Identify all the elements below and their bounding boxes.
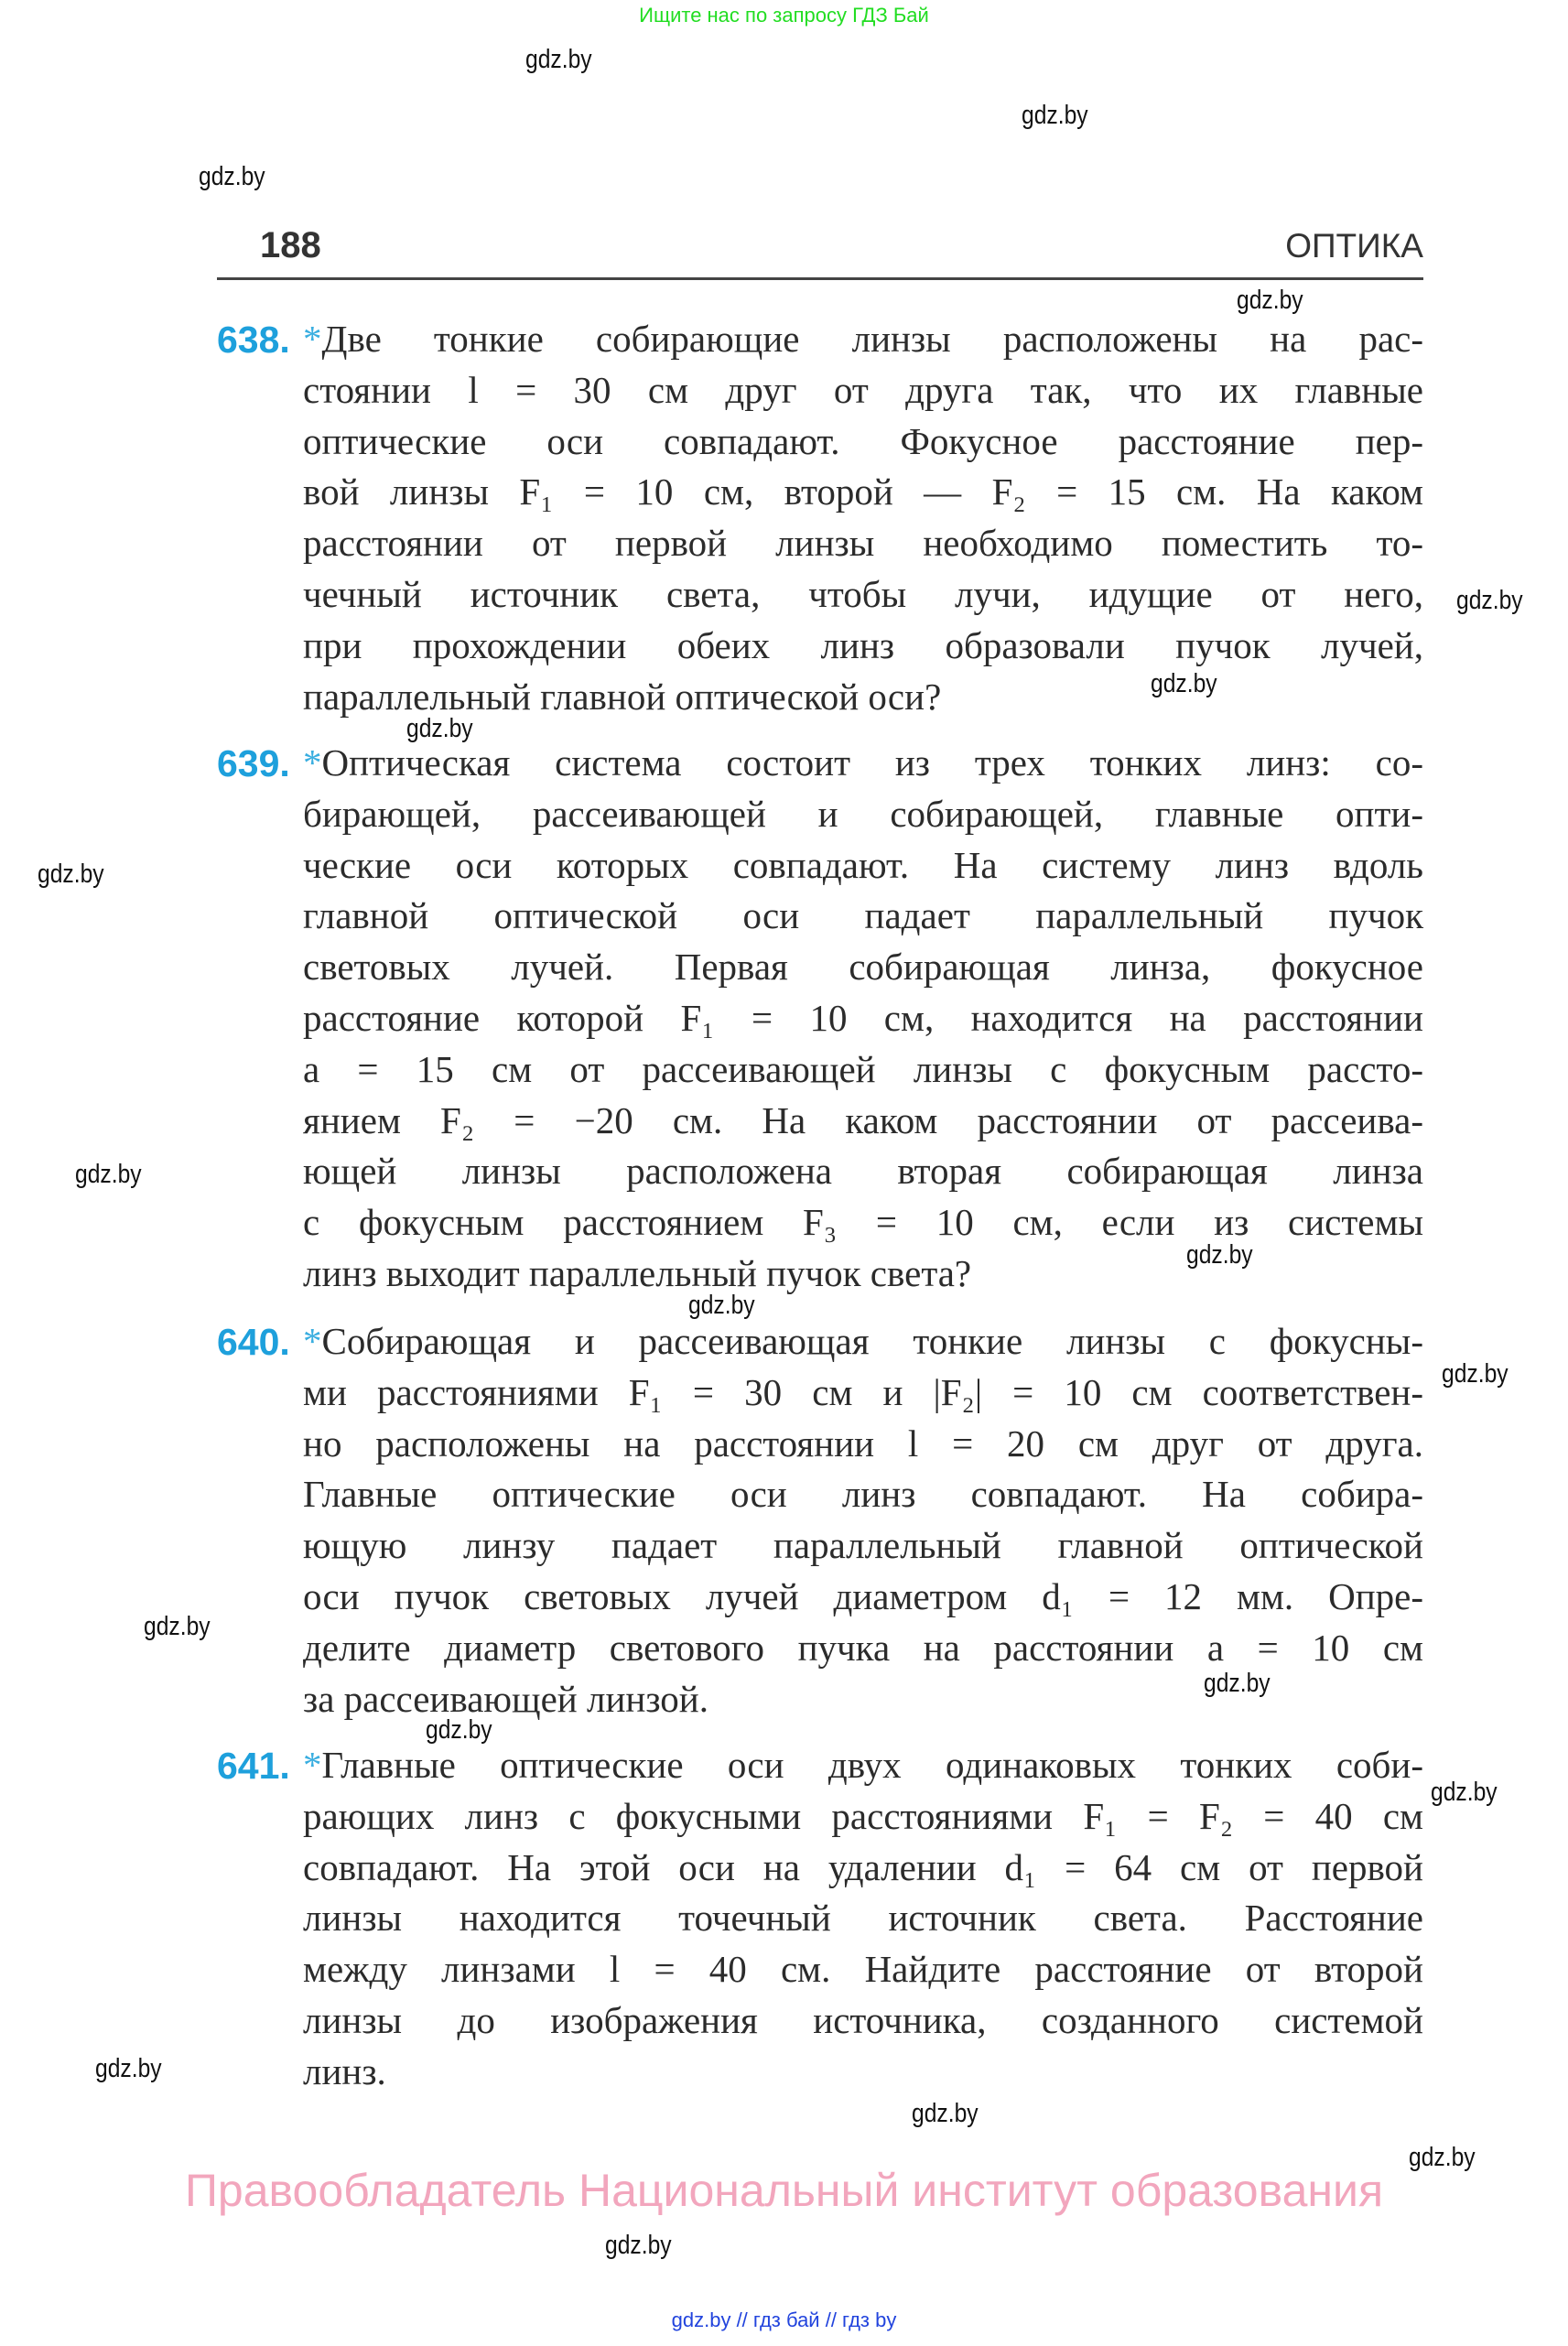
problem-text-line — [303, 1316, 1423, 1368]
problem-text-line — [303, 569, 1423, 621]
problem-text-line — [303, 621, 1423, 672]
problem-text-line — [303, 891, 1423, 942]
line-text: но расположены на расстоянии l = 20 см друг от друга. — [303, 1422, 1423, 1465]
line-text: расстоянии от первой линзы необходимо поместить то- — [303, 522, 1423, 565]
line-text: янием F₂ = −20 см. На каком расстоянии от рассеива- — [303, 1098, 1423, 1141]
watermark: gdz.by — [605, 2231, 672, 2260]
line-text: параллельный главной оптической оси? — [303, 675, 942, 718]
problem-text-line — [303, 1469, 1423, 1520]
problem-text-line — [303, 1893, 1423, 1944]
problem-text-line — [303, 1740, 1423, 1791]
problem-number: 638. — [217, 319, 290, 361]
problem-text-line — [303, 1623, 1423, 1674]
problem-text-line — [303, 1197, 1423, 1249]
line-text: бирающей, рассеивающей и собирающей, главные опти- — [303, 792, 1423, 835]
problem-text-line — [303, 1368, 1423, 1419]
line-text: делите диаметр светового пучка на расстоянии a = 10 см — [303, 1626, 1423, 1669]
line-text: ческие оси которых совпадают. На систему линз вдоль — [303, 843, 1423, 886]
difficulty-star: * — [303, 318, 322, 360]
watermark: gdz.by — [1456, 586, 1523, 615]
problem-text-line — [303, 1096, 1423, 1147]
problem-640 — [217, 1316, 1423, 1724]
difficulty-star: * — [303, 1320, 322, 1362]
line-text: Главные оптические оси линз совпадают. На собира- — [303, 1473, 1423, 1516]
copyright-footer: Правообладатель Национальный институт образования — [184, 2165, 1384, 2216]
line-text: Главные оптические оси двух одинаковых тонких соби- — [321, 1744, 1423, 1786]
line-text: с фокусным расстоянием F₃ = 10 см, если из системы — [303, 1201, 1423, 1244]
problem-text-line — [303, 840, 1423, 892]
watermark: gdz.by — [426, 1715, 492, 1745]
watermark: gdz.by — [1442, 1359, 1509, 1389]
line-text: ми расстояниями F₁ = 30 см и |F₂| = 10 см соответствен- — [303, 1370, 1423, 1413]
problem-text-line — [303, 789, 1423, 840]
line-text: Две тонкие собирающие линзы расположены на рас- — [321, 318, 1423, 360]
problem-text-line — [303, 1843, 1423, 1894]
problem-639 — [217, 738, 1423, 1300]
watermark: gdz.by — [38, 859, 104, 889]
problem-text-line — [303, 993, 1423, 1044]
watermark: gdz.by — [1204, 1669, 1271, 1698]
line-text: вой линзы F₁ = 10 см, второй — F₂ = 15 см. На каком — [303, 470, 1423, 514]
watermark: gdz.by — [95, 2054, 162, 2083]
problem-text-line — [303, 365, 1423, 416]
line-text: стоянии l = 30 см друг от друга так, что их главные — [303, 368, 1423, 411]
header-divider — [217, 277, 1423, 280]
line-text: a = 15 см от рассеивающей линзы с фокусным рассто- — [303, 1047, 1423, 1090]
watermark: gdz.by — [1431, 1778, 1498, 1807]
problem-text-line — [303, 1995, 1423, 2047]
watermark: gdz.by — [1237, 286, 1303, 315]
line-text: оси пучок световых лучей диаметром d₁ = 12 мм. Опре- — [303, 1574, 1423, 1617]
problem-638 — [217, 314, 1423, 722]
line-text: Оптическая система состоит из трех тонких линз: со- — [321, 741, 1423, 784]
line-text: линз. — [303, 2049, 386, 2092]
problem-text-line — [303, 738, 1423, 789]
difficulty-star: * — [303, 1744, 322, 1786]
page-number: 188 — [260, 225, 321, 265]
problem-text-line — [303, 1044, 1423, 1096]
difficulty-star: * — [303, 741, 322, 784]
problem-number: 640. — [217, 1321, 290, 1363]
line-text: линз выходит параллельный пучок света? — [303, 1251, 972, 1294]
line-text: расстояние которой F₁ = 10 см, находится на расстоянии — [303, 996, 1423, 1039]
line-text: при прохождении обеих линз образовали пучок лучей, — [303, 623, 1423, 666]
problem-number: 641. — [217, 1745, 290, 1787]
line-text: оптические оси совпадают. Фокусное расстояние пер- — [303, 419, 1423, 462]
problem-text-line — [303, 1520, 1423, 1572]
line-text: рающих линз с фокусными расстояниями F₁ = F₂ = 40 см — [303, 1794, 1423, 1837]
line-text: чечный источник света, чтобы лучи, идущие от него, — [303, 572, 1423, 615]
line-text: линзы находится точечный источник света. Расстояние — [303, 1897, 1423, 1940]
line-text: ющую линзу падает параллельный главной оптической — [303, 1524, 1423, 1567]
search-hint-banner: Ищите нас по запросу ГДЗ Бай — [639, 4, 929, 27]
section-title: ОПТИКА — [1285, 227, 1423, 265]
problem-text-line — [303, 2047, 1423, 2098]
problem-text-line — [303, 1572, 1423, 1623]
problem-text-line — [303, 518, 1423, 569]
watermark: gdz.by — [75, 1160, 142, 1189]
problem-text-line — [303, 1791, 1423, 1843]
watermark: gdz.by — [1022, 101, 1088, 130]
problem-text-line — [303, 1249, 1423, 1300]
watermark: gdz.by — [406, 714, 473, 743]
line-text: линзы до изображения источника, созданного системой — [303, 1998, 1423, 2041]
watermark: gdz.by — [1151, 669, 1217, 698]
line-text: за рассеивающей линзой. — [303, 1677, 708, 1720]
watermark: gdz.by — [1409, 2143, 1476, 2172]
problem-text-line — [303, 467, 1423, 518]
watermark: gdz.by — [199, 162, 265, 191]
problem-641 — [217, 1740, 1423, 2098]
line-text: ющей линзы расположена вторая собирающая линза — [303, 1150, 1423, 1193]
problem-text-line — [303, 1146, 1423, 1197]
line-text: световых лучей. Первая собирающая линза, фокусное — [303, 946, 1423, 989]
problem-number: 639. — [217, 742, 290, 784]
watermark: gdz.by — [525, 45, 592, 74]
problem-text-line — [303, 1944, 1423, 1995]
problem-text-line — [303, 1419, 1423, 1470]
line-text: Собирающая и рассеивающая тонкие линзы с фокусны- — [321, 1320, 1423, 1362]
problem-text-line — [303, 942, 1423, 993]
problem-text-line — [303, 314, 1423, 365]
line-text: главной оптической оси падает параллельный пучок — [303, 894, 1423, 937]
bottom-links[interactable]: gdz.by // гдз бай // гдз by — [671, 2308, 897, 2331]
watermark: gdz.by — [688, 1291, 755, 1320]
line-text: между линзами l = 40 см. Найдите расстояние от второй — [303, 1948, 1423, 1991]
watermark: gdz.by — [144, 1612, 211, 1641]
problem-text-line — [303, 416, 1423, 468]
watermark: gdz.by — [1186, 1240, 1253, 1270]
watermark: gdz.by — [912, 2099, 979, 2128]
line-text: совпадают. На этой оси на удалении d₁ = 64 см от первой — [303, 1845, 1423, 1888]
